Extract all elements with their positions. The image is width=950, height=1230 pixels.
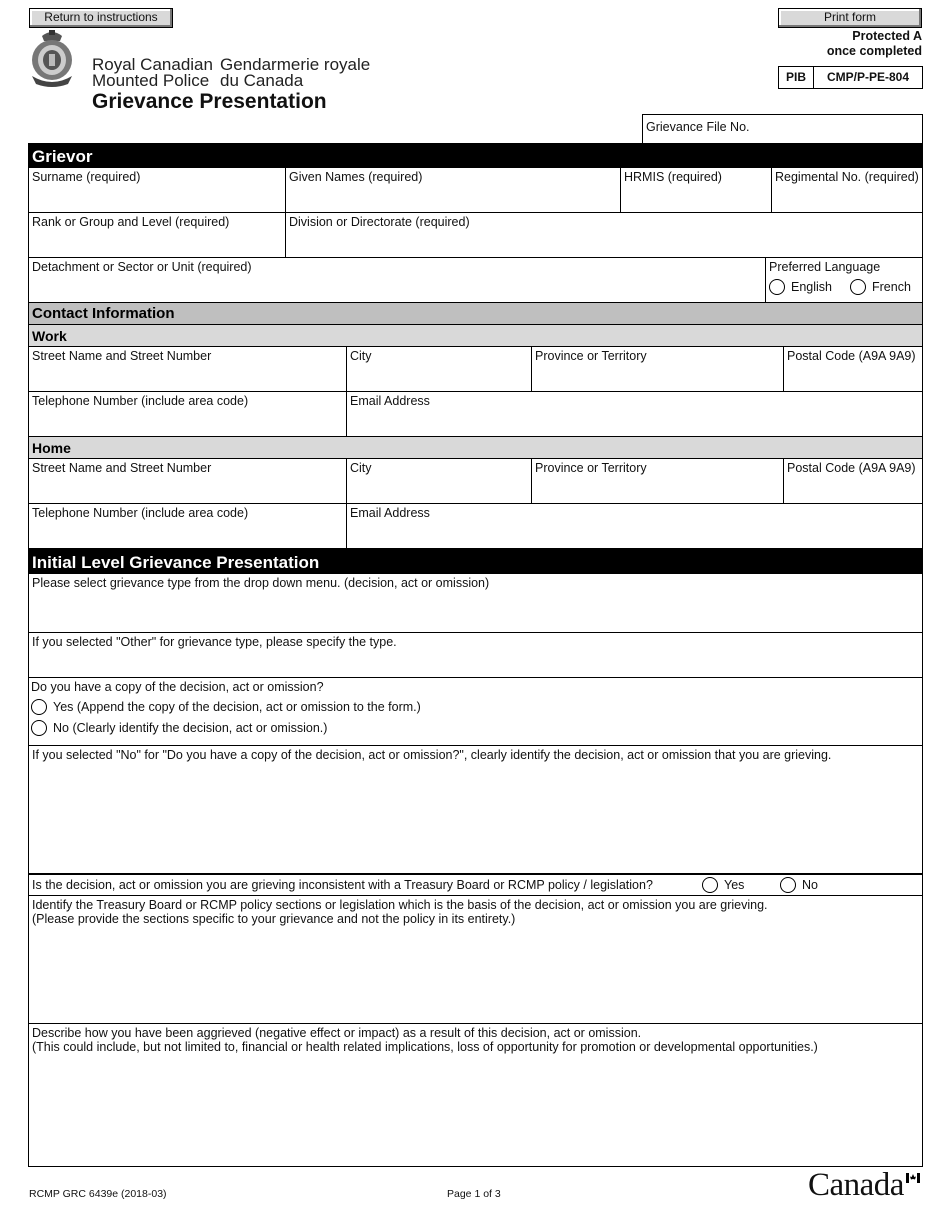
- other-type-field[interactable]: [29, 633, 922, 677]
- rcmp-crest-logo: [28, 28, 76, 88]
- inconsistent-question-label: Is the decision, act or omission you are grieving inconsistent with a Treasury Board or RCMP policy / legislation?: [32, 878, 653, 892]
- surname-label: Surname (required): [32, 170, 141, 184]
- pib-label: PIB: [779, 67, 814, 88]
- section-home: Home: [28, 437, 923, 459]
- work-city-field[interactable]: [347, 347, 532, 391]
- section-grievor: Grievor: [28, 143, 923, 168]
- preferred-language-group: [766, 258, 922, 302]
- french-radio[interactable]: [850, 279, 866, 295]
- given-names-label: Given Names (required): [289, 170, 423, 184]
- form-body: [28, 143, 923, 1167]
- home-province-field[interactable]: [532, 459, 784, 503]
- work-email-field[interactable]: [347, 392, 922, 436]
- pib-value: CMP/P-PE-804: [826, 70, 910, 84]
- work-telephone-field[interactable]: [29, 392, 347, 436]
- rank-field[interactable]: [29, 213, 286, 257]
- section-work: Work: [28, 325, 923, 347]
- other-type-label: If you selected "Other" for grievance type, please specify the type.: [32, 635, 397, 649]
- inconsistent-yes-label: Yes: [724, 878, 745, 892]
- page-title: Grievance Presentation: [92, 90, 327, 113]
- policy-sections-label-1: Identify the Treasury Board or RCMP policy sections or legislation which is the basis of the decision, act or omission you are grieving.: [32, 898, 768, 912]
- grievance-type-label: Please select grievance type from the drop down menu. (decision, act or omission): [32, 576, 490, 590]
- work-email-label: Email Address: [350, 394, 430, 408]
- pib-box: [778, 66, 923, 89]
- org-name-fr: [220, 57, 370, 89]
- work-telephone-label: Telephone Number (include area code): [32, 394, 249, 408]
- section-initial-level: Initial Level Grievance Presentation: [28, 549, 923, 574]
- grievance-file-no-label: Grievance File No.: [646, 120, 750, 134]
- home-city-field[interactable]: [347, 459, 532, 503]
- policy-sections-label-2: (Please provide the sections specific to your grievance and not the policy in its entirety.): [32, 912, 516, 926]
- policy-sections-textarea[interactable]: [29, 896, 922, 1023]
- protected-line-1: Protected A: [852, 29, 922, 43]
- inconsistent-yes-radio[interactable]: [702, 877, 718, 893]
- inconsistent-question-group: [29, 875, 922, 895]
- print-form-button[interactable]: Print form: [778, 8, 922, 28]
- org-name-en-line1: Royal Canadian: [92, 55, 213, 74]
- aggrieved-label-1: Describe how you have been aggrieved (negative effect or impact) as a result of this decision, act or omission.: [32, 1026, 642, 1040]
- division-label: Division or Directorate (required): [289, 215, 470, 229]
- protected-line-2: once completed: [826, 44, 922, 58]
- section-contact-information: Contact Information: [28, 303, 923, 325]
- protected-notice: [827, 29, 922, 59]
- flag-icon: [906, 1172, 920, 1182]
- identify-decision-label: If you selected "No" for "Do you have a copy of the decision, act or omission?", clearly identify the decision, act or omission that you are grieving.: [32, 748, 832, 762]
- preferred-language-label: Preferred Language: [769, 260, 881, 274]
- english-label: English: [791, 280, 832, 294]
- home-street-field[interactable]: [29, 459, 347, 503]
- work-postal-code-field[interactable]: [784, 347, 922, 391]
- english-radio[interactable]: [769, 279, 785, 295]
- copy-question-label: Do you have a copy of the decision, act or omission?: [31, 680, 324, 694]
- identify-decision-textarea[interactable]: [29, 746, 922, 873]
- copy-no-label: No (Clearly identify the decision, act or omission.): [53, 721, 328, 735]
- home-telephone-field[interactable]: [29, 504, 347, 548]
- page-number: Page 1 of 3: [447, 1188, 501, 1200]
- org-name-fr-line1: Gendarmerie royale: [220, 55, 371, 74]
- org-name-en: [92, 57, 213, 89]
- hrmis-label: HRMIS (required): [624, 170, 722, 184]
- regimental-no-field[interactable]: [772, 168, 922, 212]
- french-label: French: [872, 280, 911, 294]
- grievance-file-no-field[interactable]: [642, 114, 923, 143]
- surname-field[interactable]: [29, 168, 286, 212]
- copy-no-radio[interactable]: [31, 720, 47, 736]
- home-email-label: Email Address: [350, 506, 430, 520]
- work-province-field[interactable]: [532, 347, 784, 391]
- return-to-instructions-button[interactable]: Return to instructions: [29, 8, 173, 28]
- home-email-field[interactable]: [347, 504, 922, 548]
- canada-wordmark: [808, 1168, 904, 1202]
- given-names-field[interactable]: [286, 168, 621, 212]
- home-postal-code-field[interactable]: [784, 459, 922, 503]
- work-postal-code-label: Postal Code (A9A 9A9): [787, 349, 916, 363]
- copy-yes-label: Yes (Append the copy of the decision, act or omission to the form.): [53, 700, 421, 714]
- aggrieved-description-textarea[interactable]: [29, 1024, 922, 1166]
- home-street-label: Street Name and Street Number: [32, 461, 212, 475]
- form-id: RCMP GRC 6439e (2018-03): [29, 1188, 167, 1200]
- org-name-fr-line2: du Canada: [220, 71, 304, 90]
- home-telephone-label: Telephone Number (include area code): [32, 506, 249, 520]
- inconsistent-no-label: No: [802, 878, 818, 892]
- inconsistent-no-radio[interactable]: [780, 877, 796, 893]
- regimental-no-label: Regimental No. (required): [775, 170, 919, 184]
- org-name-en-line2: Mounted Police: [92, 71, 210, 90]
- home-city-label: City: [350, 461, 372, 475]
- work-province-label: Province or Territory: [535, 349, 647, 363]
- detachment-field[interactable]: [29, 258, 766, 302]
- work-street-label: Street Name and Street Number: [32, 349, 212, 363]
- canada-wordmark-text: Canada: [808, 1167, 904, 1203]
- hrmis-field[interactable]: [621, 168, 772, 212]
- division-field[interactable]: [286, 213, 922, 257]
- detachment-label: Detachment or Sector or Unit (required): [32, 260, 252, 274]
- rank-label: Rank or Group and Level (required): [32, 215, 230, 229]
- copy-question-group: [29, 678, 922, 745]
- home-postal-code-label: Postal Code (A9A 9A9): [787, 461, 916, 475]
- home-province-label: Province or Territory: [535, 461, 647, 475]
- aggrieved-label-2: (This could include, but not limited to, financial or health related implications, loss of opportunity for promotion or developmental opportunities.): [32, 1040, 818, 1054]
- work-street-field[interactable]: [29, 347, 347, 391]
- copy-yes-radio[interactable]: [31, 699, 47, 715]
- grievance-type-dropdown[interactable]: [29, 574, 922, 632]
- work-city-label: City: [350, 349, 372, 363]
